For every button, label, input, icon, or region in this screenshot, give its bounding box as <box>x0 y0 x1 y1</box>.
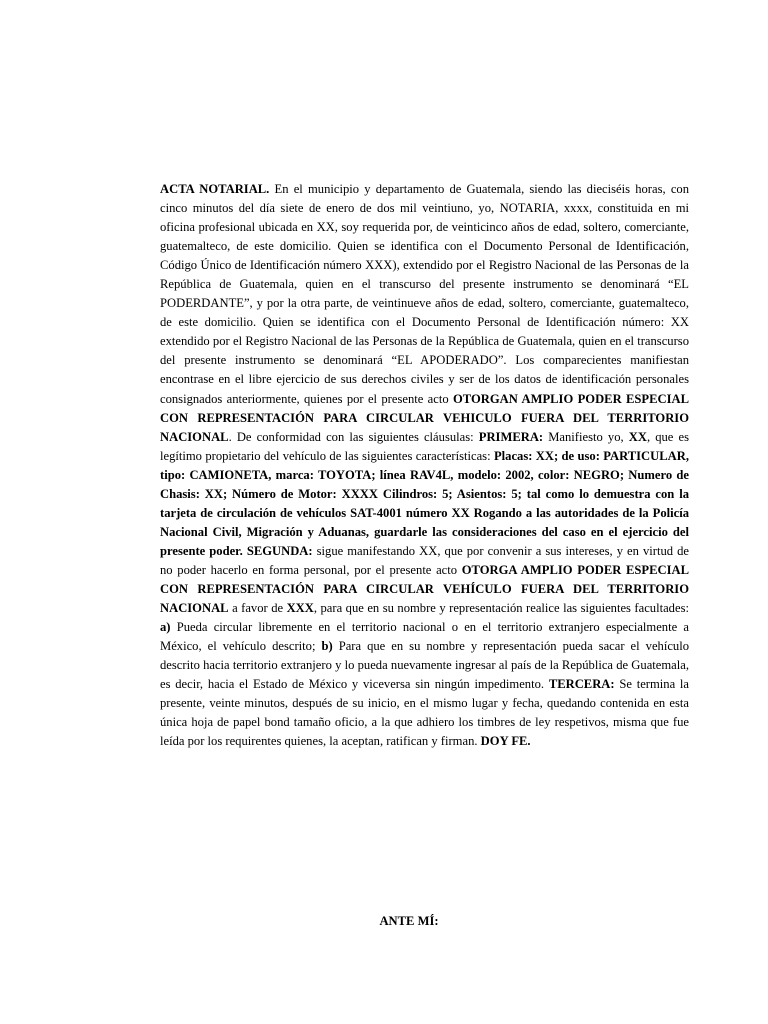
text-segment: Pueda circular libremente en el territorio nacional o en el territorio extranjero especialmente a México, el vehículo descrito; <box>160 620 689 654</box>
text-segment: sigue manifestando XX, que por convenir a sus intereses, y en virtud de no poder hacerlo en forma personal, por el presente acto <box>160 543 690 577</box>
notarial-act-body <box>160 180 689 751</box>
bold-text-segment: a) <box>160 620 171 635</box>
text-segment: a favor de <box>228 601 287 616</box>
bold-text-segment: OTORGAN AMPLIO PODER ESPECIAL CON REPRESENTACIÓN PARA CIRCULAR VEHICULO FUERA DEL TERRITORIO NACIONAL <box>160 391 689 444</box>
bold-text-segment: ACTA NOTARIAL. <box>160 182 270 196</box>
signature-line: ANTE MÍ: <box>379 914 439 928</box>
text-segment: , que es legítimo propietario del vehículo de las siguientes características: <box>160 429 689 463</box>
text-segment: , para que en su nombre y representación realice las siguientes facultades: <box>313 601 689 616</box>
text-segment: Se termina la presente, veinte minutos, después de su inicio, en el mismo lugar y fecha, quedando contenida en esta única hoja de papel bond tamaño oficio, a la que adhiero los timbres de ley respetivos, misma que fue leída por los requirentes quienes, la aceptan, ratifican y firman. <box>160 677 690 749</box>
bold-text-segment: DOY FE. <box>480 734 531 749</box>
text-segment: En el municipio y departamento de Guatemala, siendo las dieciséis horas, con cinco minutos del día siete de enero de dos mil veintiuno, yo, NOTARIA, xxxx, constituida en mi oficina profesional ubicada en XX, soy requerida por, de veinticinco años de edad, soltero, comerciante, guatemalteco, de este domicilio. Quien se identifica con el Documento Personal de Identificación, Código Único de Identificación número XXX), extendido por el Registro Nacional de las Personas de la República de Guatemala, quien en el transcurso del presente instrumento se denominará “EL PODERDANTE”, y por la otra parte, de veintinueve años de edad, soltero, comerciante, guatemalteco, de este domicilio. Quien se identifica con el Documento Personal de Identificación número: XX extendido por el Registro Nacional de las Personas de la República de Guatemala, quien en el transcurso del presente instrumento se denominará “EL APODERADO”. Los comparecientes manifiestan encontrase en el libre ejercicio de sus derechos civiles y ser de los datos de identificación personales consignados anteriormente, quienes por el presente acto <box>160 182 690 406</box>
bold-text-segment: PRIMERA: <box>478 429 544 444</box>
bold-text-segment: TERCERA: <box>548 677 615 692</box>
bold-text-segment: XXX <box>286 601 314 616</box>
text-segment: Para que en su nombre y representación pueda sacar el vehículo descrito hacia territorio extranjero y lo pueda nuevamente ingresar al país de la República de Guatemala, es decir, hacia el Estado de México y viceversa sin ningún impedimento. <box>160 639 690 692</box>
bold-text-segment: b) <box>321 639 333 654</box>
text-segment: . De conformidad con las siguientes cláusulas: <box>228 429 479 444</box>
bold-text-segment: Placas: XX; de uso: PARTICULAR, tipo: CAMIONETA, marca: TOYOTA; línea RAV4L, modelo: 2002, color: NEGRO; Numero de Chasis: XX; Número de Motor: XXXX Cilindros: 5; Asientos: 5; tal como lo demuestra con la tarjeta de circulación de vehículos SAT-4001 número XX Rogando a las autoridades de la Policía Nacional Civil, Migración y Aduanas, guardarle las consideraciones del caso en el ejercicio del presente poder. <box>160 448 689 558</box>
bold-text-segment: XX <box>628 429 647 444</box>
text-segment: Manifiesto yo, <box>543 429 629 444</box>
bold-text-segment: OTORGA AMPLIO PODER ESPECIAL CON REPRESENTACIÓN PARA CIRCULAR VEHÍCULO FUERA DEL TERRITORIO NACIONAL <box>160 562 689 616</box>
bold-text-segment: SEGUNDA: <box>246 543 313 558</box>
